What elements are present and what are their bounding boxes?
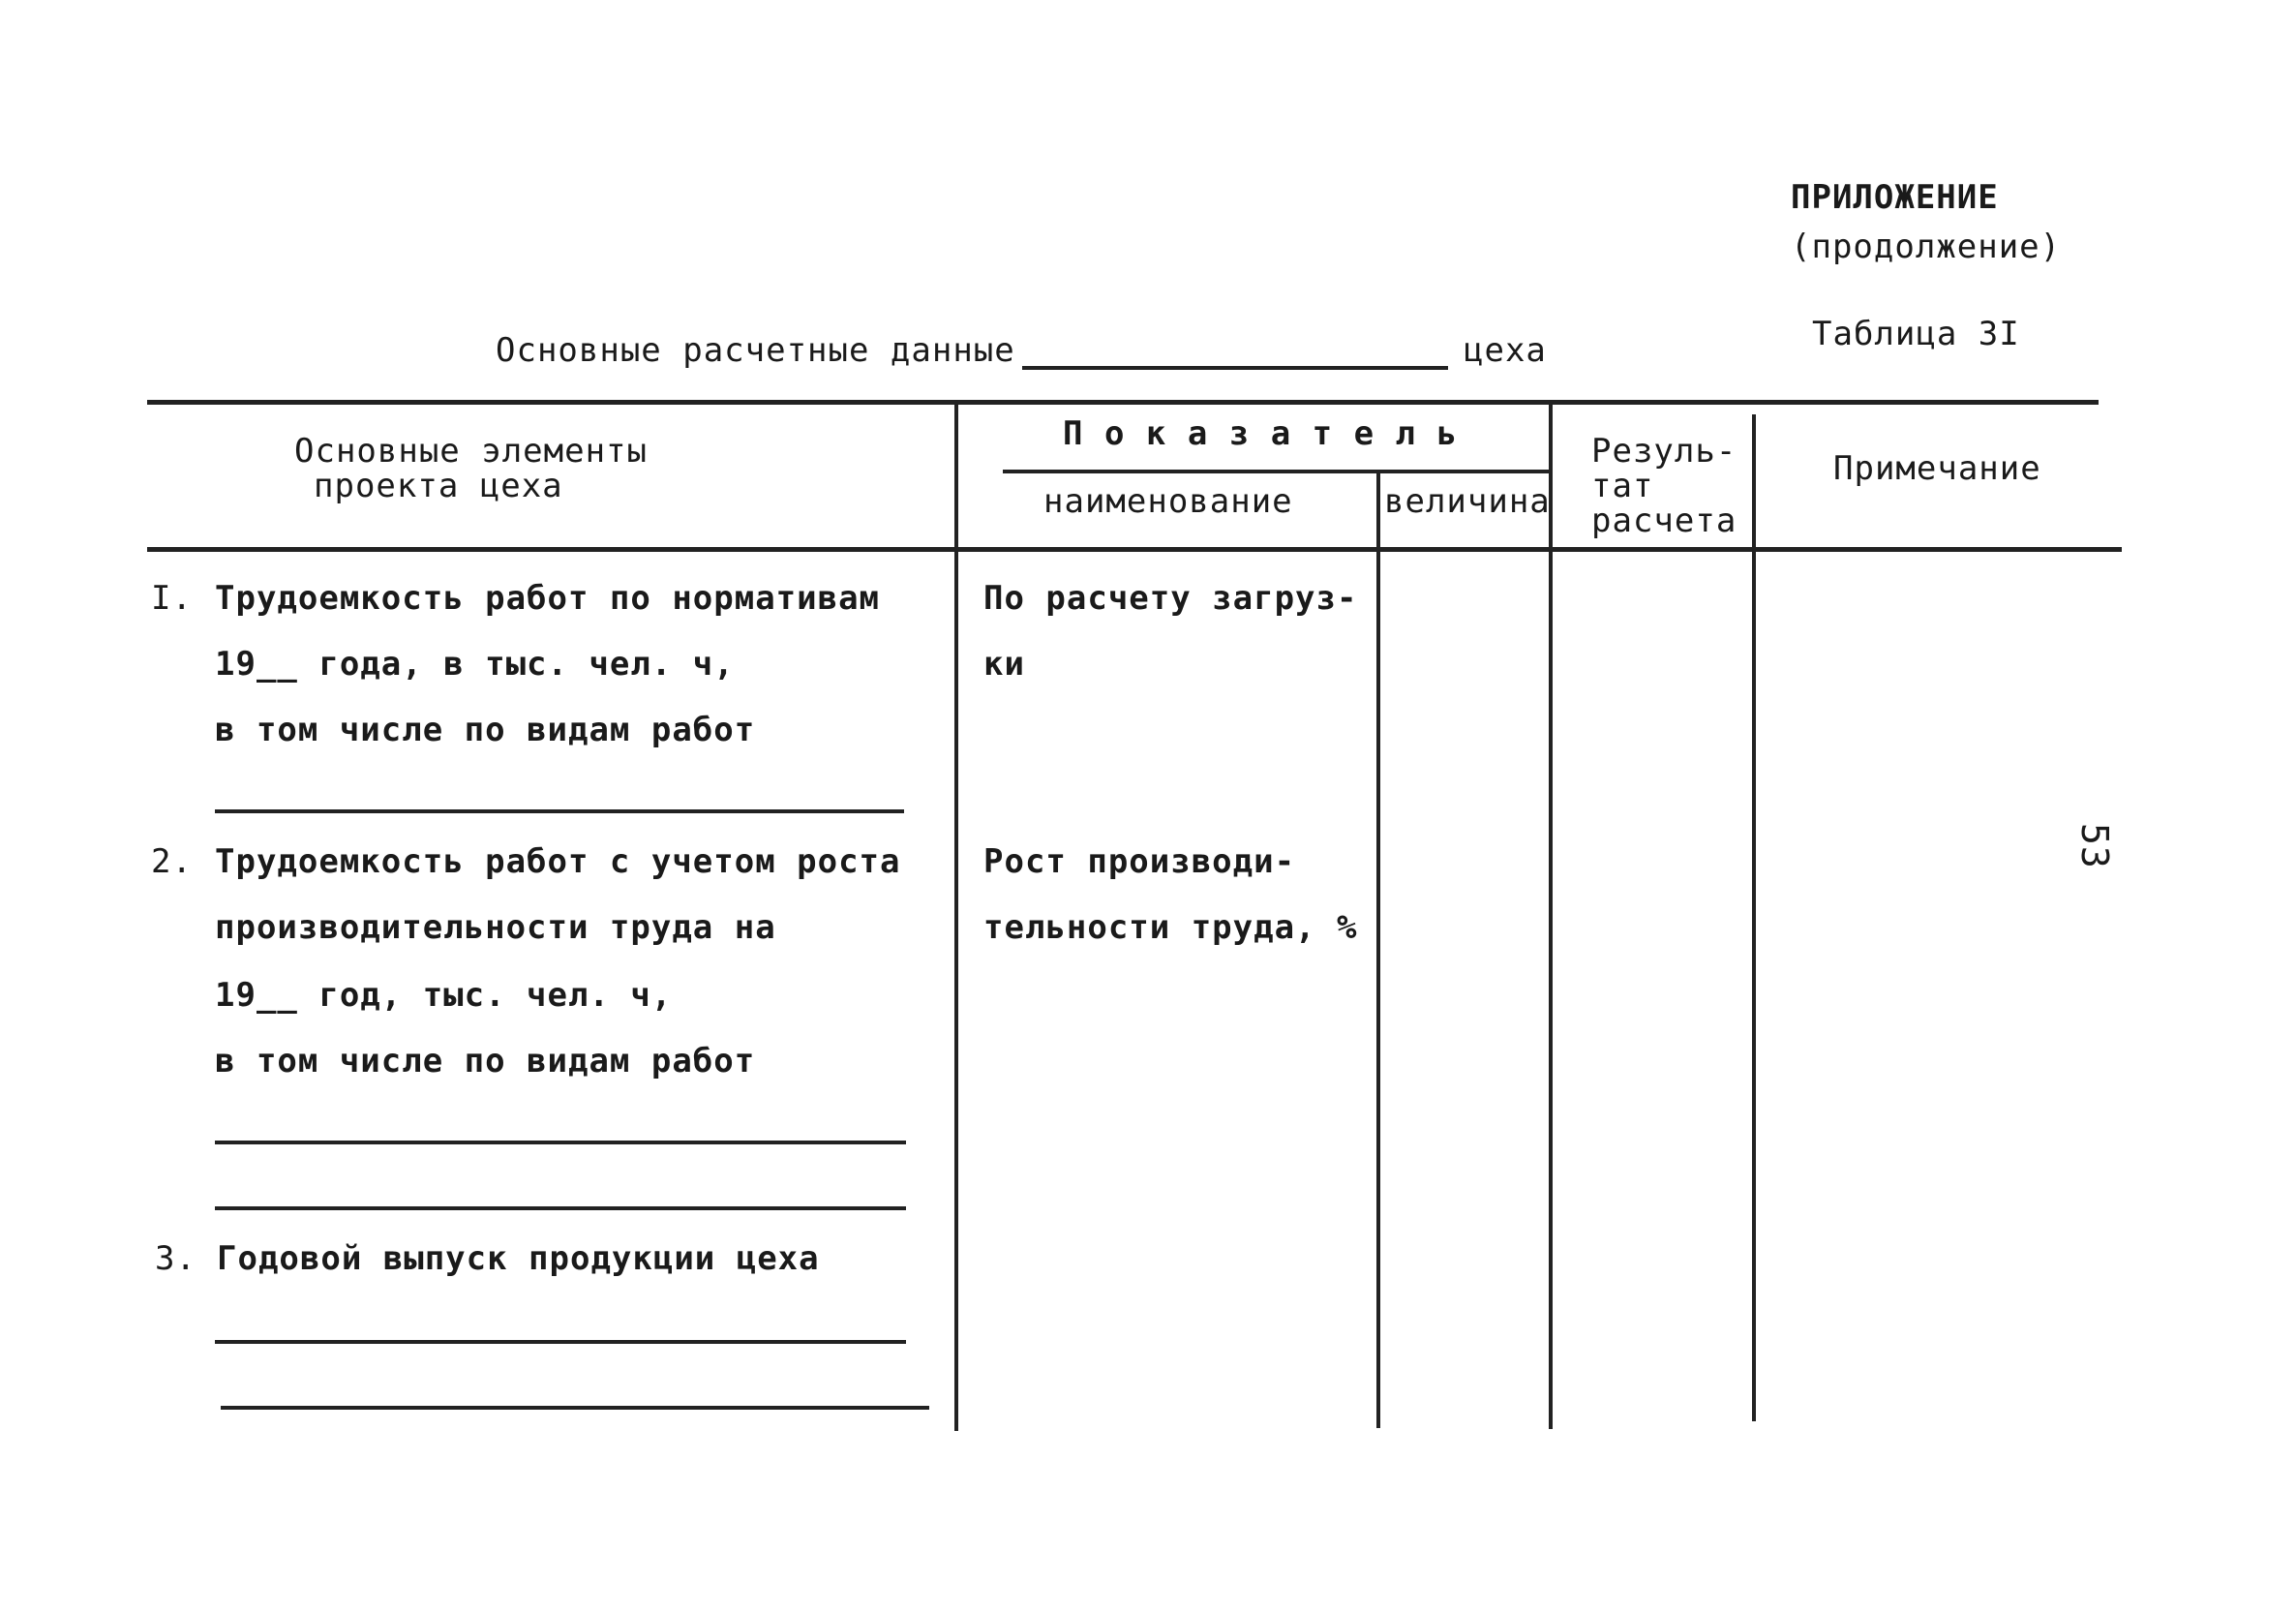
page-number: 53 <box>2073 823 2116 869</box>
appendix-title: ПРИЛОЖЕНИЕ <box>1791 178 1999 217</box>
blank-line <box>215 1206 906 1210</box>
col-divider-3 <box>1549 405 1553 1429</box>
row-text-line: 19__ год, тыс. чел. ч, <box>215 976 673 1015</box>
row-text-line: в том числе по видам работ <box>215 711 756 749</box>
header-bottom-rule <box>147 547 2122 552</box>
row-text-line: в том числе по видам работ <box>215 1042 756 1080</box>
table-top-rule <box>147 400 2099 405</box>
blank-line <box>215 1141 906 1144</box>
indicator-text-line: ки <box>983 645 1025 684</box>
col-divider-2 <box>1376 472 1380 1428</box>
indicator-text-line: тельности труда, % <box>983 908 1358 947</box>
indicator-subrule <box>1003 470 1553 473</box>
row-number: I. <box>151 579 193 618</box>
row-text-line: 19__ года, в тыс. чел. ч, <box>215 645 735 684</box>
row-number: 3. <box>155 1239 196 1278</box>
row-text-line: Годовой выпуск продукции цеха <box>217 1239 820 1278</box>
header-name: наименование <box>1043 482 1293 521</box>
col-divider-1 <box>954 405 958 1431</box>
row-text-line: производительности труда на <box>215 908 776 947</box>
header-elements-line1: Основные элементы <box>294 432 648 471</box>
header-result-line1: Резуль- <box>1591 432 1737 471</box>
header-indicator: П о к а з а т е л ь <box>1063 414 1458 453</box>
row-number: 2. <box>151 842 193 881</box>
blank-line <box>221 1406 929 1410</box>
row-text-line: Трудоемкость работ с учетом роста <box>215 842 901 881</box>
table-label: Таблица 3I <box>1812 315 2020 353</box>
row-text-line: Трудоемкость работ по нормативам <box>215 579 881 618</box>
appendix-continued: (продолжение) <box>1791 228 2062 266</box>
header-result-line3: расчета <box>1591 502 1737 540</box>
indicator-text-line: По расчету загруз- <box>983 579 1358 618</box>
header-note: Примечание <box>1833 449 2041 488</box>
header-value: величина <box>1384 482 1551 521</box>
header-elements-line2: проекта цеха <box>314 467 563 505</box>
heading-left: Основные расчетные данные <box>496 331 1015 370</box>
blank-line <box>215 1340 906 1344</box>
col-divider-4 <box>1752 414 1756 1421</box>
heading-right: цеха <box>1464 331 1547 370</box>
workshop-name-blank <box>1022 366 1448 370</box>
header-result-line2: тат <box>1591 467 1654 505</box>
blank-line <box>215 809 904 813</box>
indicator-text-line: Рост производи- <box>983 842 1296 881</box>
